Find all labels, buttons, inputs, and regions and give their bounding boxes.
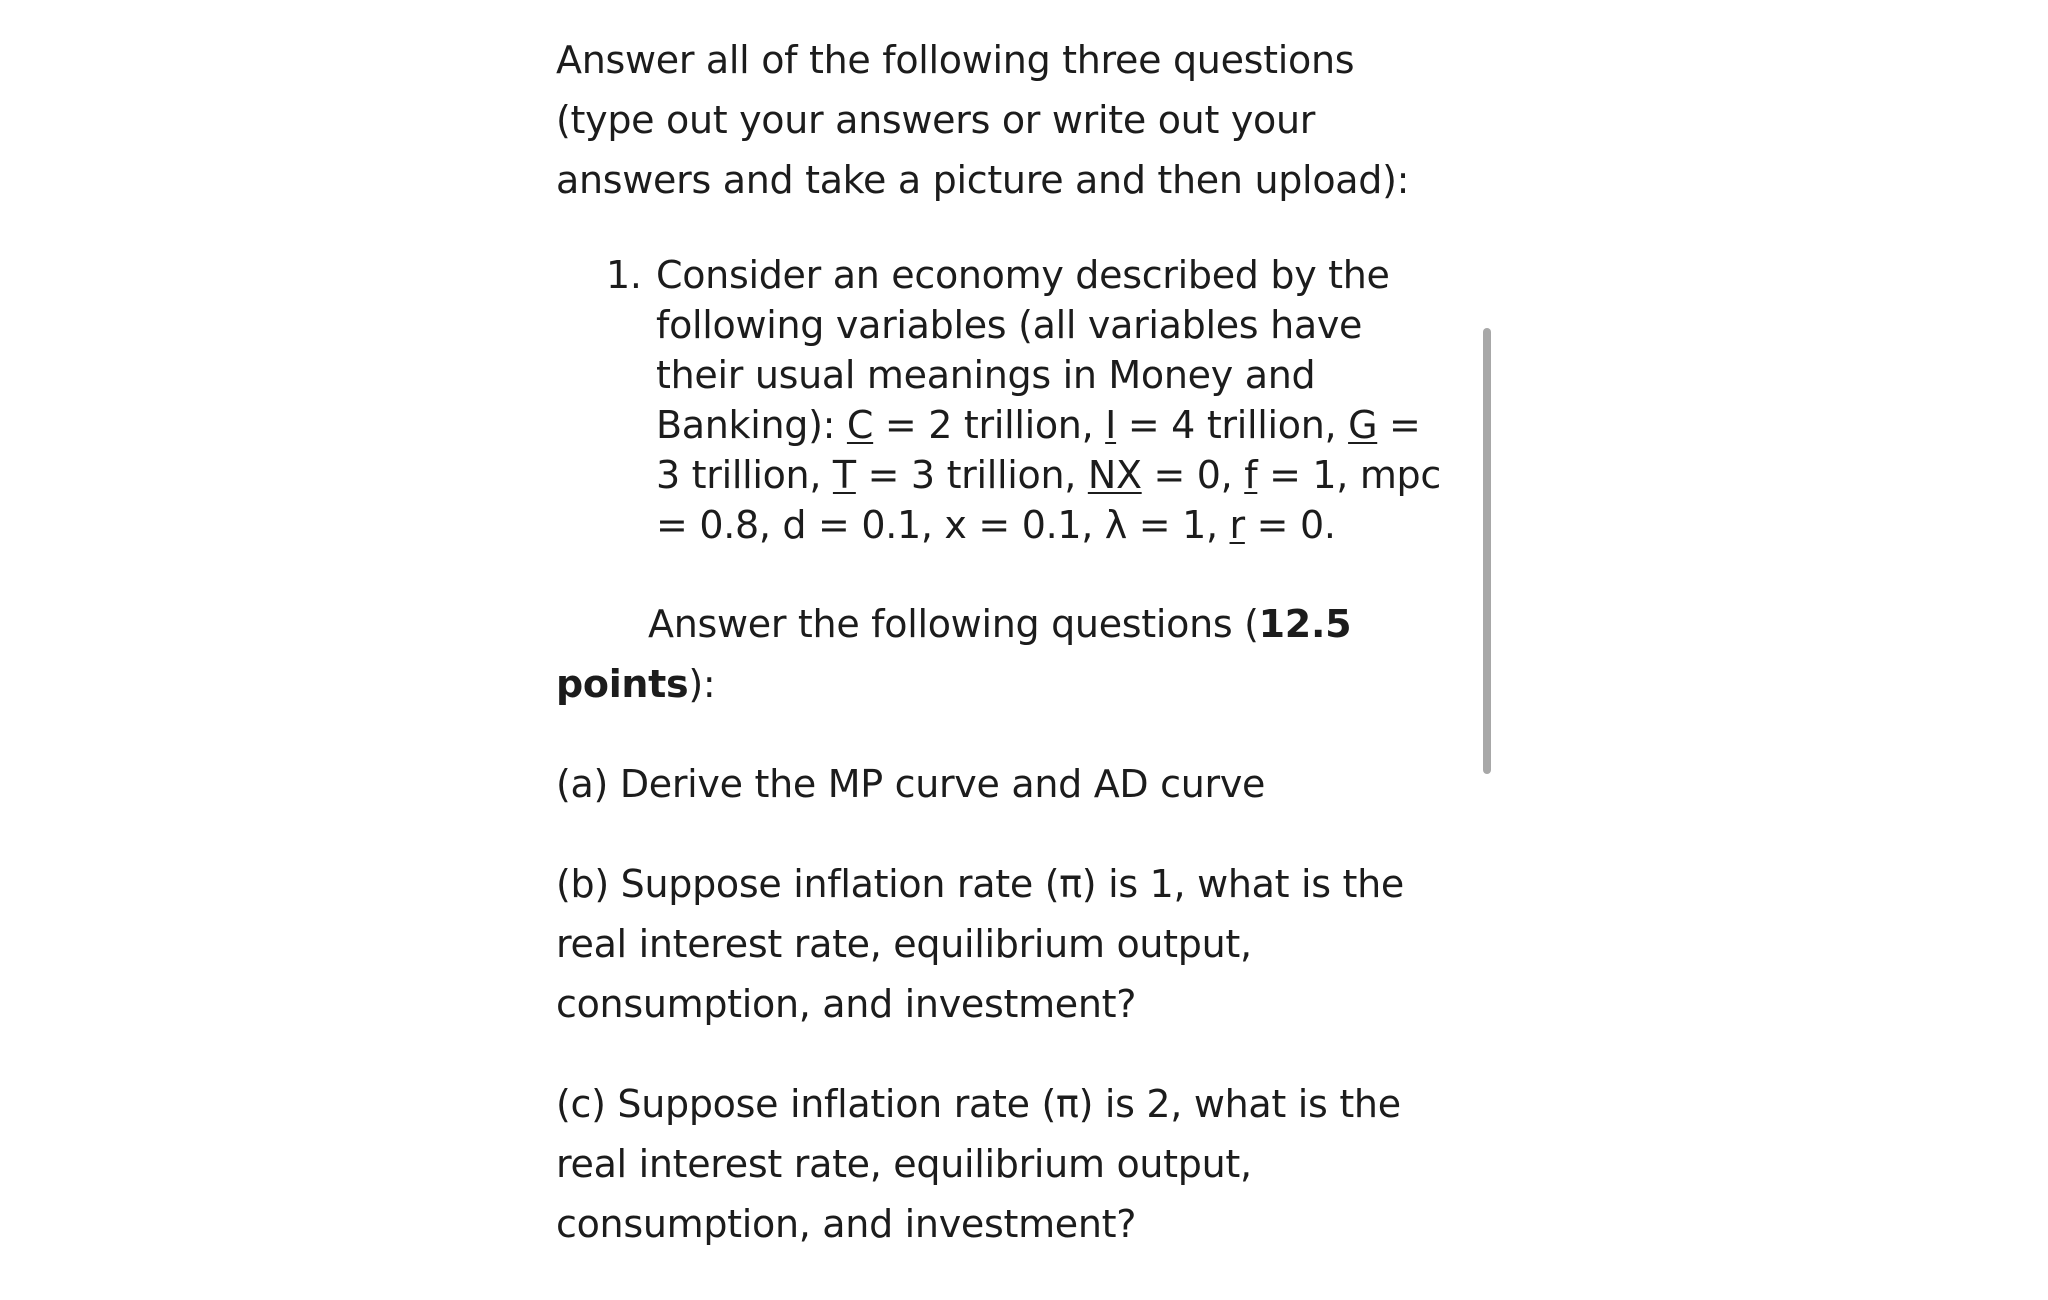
var-g-value: = 3 trillion, — [656, 403, 1421, 497]
vertical-scrollbar[interactable] — [1483, 328, 1491, 774]
var-r-value: = 0. — [1244, 503, 1336, 547]
var-f-value: = 1, mpc = 0.8, d = 0.1, x = 0.1, λ = 1, — [656, 453, 1441, 547]
answer-prompt — [556, 594, 1456, 714]
var-i-value: = 4 trillion, — [1116, 403, 1349, 447]
var-t-value: = 3 trillion, — [855, 453, 1088, 497]
intro-text: Answer all of the following three questions (type out your answers or write out your answers and take a picture and then upload): — [556, 38, 1410, 202]
prompt-points: 12.5 points — [556, 602, 1352, 706]
part-a: (a) Derive the MP curve and AD curve — [556, 762, 1266, 806]
var-c: C — [846, 403, 874, 447]
var-r: r — [1229, 503, 1245, 547]
part-c: (c) Suppose inflation rate (π) is 2, what is the real interest rate, equilibrium output, consumption, and investment? — [556, 1082, 1401, 1246]
question-lead: Consider an economy described by the following variables (all variables have their usual meanings in Money and Banking): — [656, 253, 1390, 447]
var-g: G — [1348, 403, 1378, 447]
var-t: T — [832, 453, 856, 497]
var-i: I — [1105, 403, 1117, 447]
part-b: (b) Suppose inflation rate (π) is 1, what is the real interest rate, equilibrium output, consumption, and investment? — [556, 862, 1405, 1026]
var-f: f — [1244, 453, 1258, 497]
var-nx-value: = 0, — [1141, 453, 1245, 497]
document-body — [556, 30, 1456, 1254]
var-nx: NX — [1087, 453, 1142, 497]
question-number: 1. — [606, 253, 642, 297]
var-c-value: = 2 trillion, — [873, 403, 1106, 447]
prompt-close: ): — [688, 662, 716, 706]
question-1 — [606, 250, 1456, 550]
prompt-text: Answer the following questions ( — [648, 602, 1259, 646]
